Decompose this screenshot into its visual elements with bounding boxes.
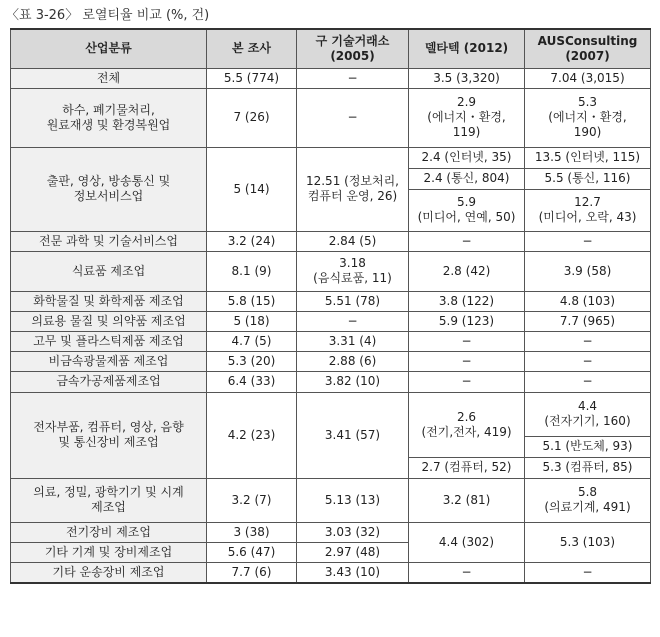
row-label-chemical: 화학물질 및 화학제품 제조업 — [11, 291, 207, 311]
row-label-electronic — [11, 392, 207, 478]
row-label-electronic-line1: 전자부품, 컴퓨터, 영상, 음향 — [33, 420, 184, 434]
header-industry: 산업분류 — [11, 29, 207, 68]
cell-aus-metal: − — [525, 371, 651, 392]
cell-aus-food: 3.9 (58) — [525, 251, 651, 291]
row-label-electric: 전기장비 제조업 — [11, 522, 207, 542]
cell-delta-publishing-media — [409, 189, 525, 231]
cell-delta-sewage-line2: (에너지・환경, — [427, 110, 506, 124]
cell-delta-metal: − — [409, 371, 525, 392]
cell-aus-electronic-computer: 5.3 (컴퓨터, 85) — [525, 457, 651, 478]
table-caption: 〈표 3-26〉 로열티율 비교 (%, 건) — [6, 8, 210, 23]
cell-study-science: 3.2 (24) — [207, 231, 297, 251]
cell-aus-electronic-devices — [525, 392, 651, 436]
cell-aus-nonmetal: − — [525, 351, 651, 371]
cell-aus-sewage — [525, 88, 651, 147]
cell-aus-publishing-telecom: 5.5 (통신, 116) — [525, 168, 651, 189]
cell-study-rubber: 4.7 (5) — [207, 331, 297, 351]
cell-delta-sewage-line1: 2.9 — [456, 95, 477, 109]
cell-delta-publishing-internet: 2.4 (인터넷, 35) — [409, 147, 525, 168]
cell-delta-sewage-line3: 119) — [452, 125, 481, 139]
table-row — [11, 88, 651, 147]
cell-aus-precision-line2: (의료기계, 491) — [544, 500, 631, 514]
cell-delta-food: 2.8 (42) — [409, 251, 525, 291]
cell-aus-sewage-line3: 190) — [573, 125, 602, 139]
cell-kipo-food — [297, 251, 409, 291]
row-label-transport: 기타 운송장비 제조업 — [11, 562, 207, 583]
table-row — [11, 562, 651, 583]
header-this-study: 본 조사 — [207, 29, 297, 68]
cell-kipo-food-line2: (음식료품, 11) — [313, 271, 392, 285]
cell-kipo-electronic: 3.41 (57) — [297, 392, 409, 478]
cell-delta-sewage — [409, 88, 525, 147]
cell-kipo-metal: 3.82 (10) — [297, 371, 409, 392]
table-row — [11, 147, 651, 168]
cell-study-chemical: 5.8 (15) — [207, 291, 297, 311]
table-row — [11, 291, 651, 311]
row-label-publishing — [11, 147, 207, 231]
cell-aus-science: − — [525, 231, 651, 251]
table-row — [11, 478, 651, 522]
cell-study-machinery: 5.6 (47) — [207, 542, 297, 562]
row-label-medical-material: 의료용 물질 및 의약품 제조업 — [11, 311, 207, 331]
cell-study-transport: 7.7 (6) — [207, 562, 297, 583]
cell-delta-electronic-electric — [409, 392, 525, 457]
header-aus — [525, 29, 651, 68]
row-label-sewage-line2: 원료재생 및 환경복원업 — [46, 117, 171, 132]
row-label-precision — [11, 478, 207, 522]
cell-delta-publishing-telecom: 2.4 (통신, 804) — [409, 168, 525, 189]
table-row — [11, 522, 651, 542]
cell-study-metal: 6.4 (33) — [207, 371, 297, 392]
cell-study-food: 8.1 (9) — [207, 251, 297, 291]
row-label-publishing-line2: 정보서비스업 — [73, 189, 144, 203]
row-label-machinery: 기타 기계 및 장비제조업 — [11, 542, 207, 562]
cell-kipo-publishing-line1: 12.51 (정보처리, — [305, 174, 400, 188]
cell-aus-publishing-internet: 13.5 (인터넷, 115) — [525, 147, 651, 168]
cell-delta-medical-material: 5.9 (123) — [409, 311, 525, 331]
row-label-sewage-line1: 하수, 폐기물처리, — [62, 102, 155, 117]
table-row — [11, 311, 651, 331]
table-row — [11, 251, 651, 291]
cell-delta-rubber: − — [409, 331, 525, 351]
row-label-total: 전체 — [11, 68, 207, 88]
cell-kipo-medical-material: − — [297, 311, 409, 331]
cell-kipo-food-line1: 3.18 — [339, 256, 366, 270]
royalty-rate-comparison-table — [10, 28, 651, 584]
cell-kipo-chemical: 5.51 (78) — [297, 291, 409, 311]
cell-study-precision: 3.2 (7) — [207, 478, 297, 522]
cell-kipo-nonmetal: 2.88 (6) — [297, 351, 409, 371]
cell-study-electric: 3 (38) — [207, 522, 297, 542]
header-aus-line2: (2007) — [565, 48, 610, 63]
header-kipo-line2: (2005) — [330, 48, 375, 63]
cell-kipo-science: 2.84 (5) — [297, 231, 409, 251]
table-row — [11, 351, 651, 371]
cell-aus-transport: − — [525, 562, 651, 583]
cell-aus-chemical: 4.8 (103) — [525, 291, 651, 311]
row-label-publishing-line1: 출판, 영상, 방송통신 및 — [46, 174, 171, 188]
cell-aus-electronic-devices-line2: (전자기기, 160) — [544, 414, 631, 428]
cell-study-nonmetal: 5.3 (20) — [207, 351, 297, 371]
cell-aus-publishing-media-line1: 12.7 — [574, 195, 601, 209]
cell-study-total: 5.5 (774) — [207, 68, 297, 88]
cell-kipo-publishing-line2: 컴퓨터 운영, 26) — [307, 189, 398, 203]
cell-kipo-sewage: − — [297, 88, 409, 147]
cell-aus-precision — [525, 478, 651, 522]
cell-delta-chemical: 3.8 (122) — [409, 291, 525, 311]
table-row — [11, 68, 651, 88]
cell-delta-science: − — [409, 231, 525, 251]
header-kipo — [297, 29, 409, 68]
cell-delta-total: 3.5 (3,320) — [409, 68, 525, 88]
cell-aus-sewage-line2: (에너지・환경, — [548, 110, 627, 124]
cell-study-sewage: 7 (26) — [207, 88, 297, 147]
row-label-food: 식료품 제조업 — [11, 251, 207, 291]
cell-kipo-total: − — [297, 68, 409, 88]
row-label-metal: 금속가공제품제조업 — [11, 371, 207, 392]
cell-study-publishing: 5 (14) — [207, 147, 297, 231]
cell-delta-electronic-computer: 2.7 (컴퓨터, 52) — [409, 457, 525, 478]
cell-kipo-transport: 3.43 (10) — [297, 562, 409, 583]
table-row — [11, 371, 651, 392]
row-label-sewage — [11, 88, 207, 147]
row-label-science: 전문 과학 및 기술서비스업 — [11, 231, 207, 251]
cell-kipo-machinery: 2.97 (48) — [297, 542, 409, 562]
row-label-electronic-line2: 및 통신장비 제조업 — [58, 435, 159, 449]
cell-delta-nonmetal: − — [409, 351, 525, 371]
cell-delta-electric-machinery: 4.4 (302) — [409, 522, 525, 562]
row-label-nonmetal: 비금속광물제품 제조업 — [11, 351, 207, 371]
cell-kipo-electric: 3.03 (32) — [297, 522, 409, 542]
table-row — [11, 331, 651, 351]
row-label-rubber: 고무 및 플라스틱제품 제조업 — [11, 331, 207, 351]
cell-delta-transport: − — [409, 562, 525, 583]
cell-kipo-publishing — [297, 147, 409, 231]
table-row — [11, 231, 651, 251]
row-label-precision-line1: 의료, 정밀, 광학기기 및 시계 — [33, 485, 184, 499]
cell-aus-sewage-line1: 5.3 — [577, 95, 598, 109]
row-label-precision-line2: 제조업 — [91, 500, 126, 514]
cell-delta-electronic-electric-line2: (전기,전자, 419) — [421, 424, 512, 439]
header-kipo-line1: 구 기술거래소 — [315, 33, 390, 48]
cell-kipo-precision: 5.13 (13) — [297, 478, 409, 522]
table-header-row — [11, 29, 651, 68]
cell-delta-publishing-media-line1: 5.9 — [456, 195, 477, 209]
cell-aus-electric-machinery: 5.3 (103) — [525, 522, 651, 562]
cell-aus-total: 7.04 (3,015) — [525, 68, 651, 88]
cell-delta-publishing-media-line2: (미디어, 연예, 50) — [417, 210, 516, 224]
cell-aus-rubber: − — [525, 331, 651, 351]
table-row — [11, 392, 651, 436]
header-aus-line1: AUSConsulting — [537, 33, 638, 48]
cell-aus-precision-line1: 5.8 — [577, 485, 598, 499]
cell-delta-electronic-electric-line1: 2.6 — [456, 409, 477, 424]
cell-study-electronic: 4.2 (23) — [207, 392, 297, 478]
cell-aus-electronic-devices-line1: 4.4 — [577, 399, 598, 413]
cell-aus-medical-material: 7.7 (965) — [525, 311, 651, 331]
cell-study-medical-material: 5 (18) — [207, 311, 297, 331]
header-deltatech: 델타텍 (2012) — [409, 29, 525, 68]
cell-aus-electronic-semiconductor: 5.1 (반도체, 93) — [525, 436, 651, 457]
cell-delta-precision: 3.2 (81) — [409, 478, 525, 522]
cell-aus-publishing-media-line2: (미디어, 오락, 43) — [538, 210, 637, 224]
cell-aus-publishing-media — [525, 189, 651, 231]
cell-kipo-rubber: 3.31 (4) — [297, 331, 409, 351]
